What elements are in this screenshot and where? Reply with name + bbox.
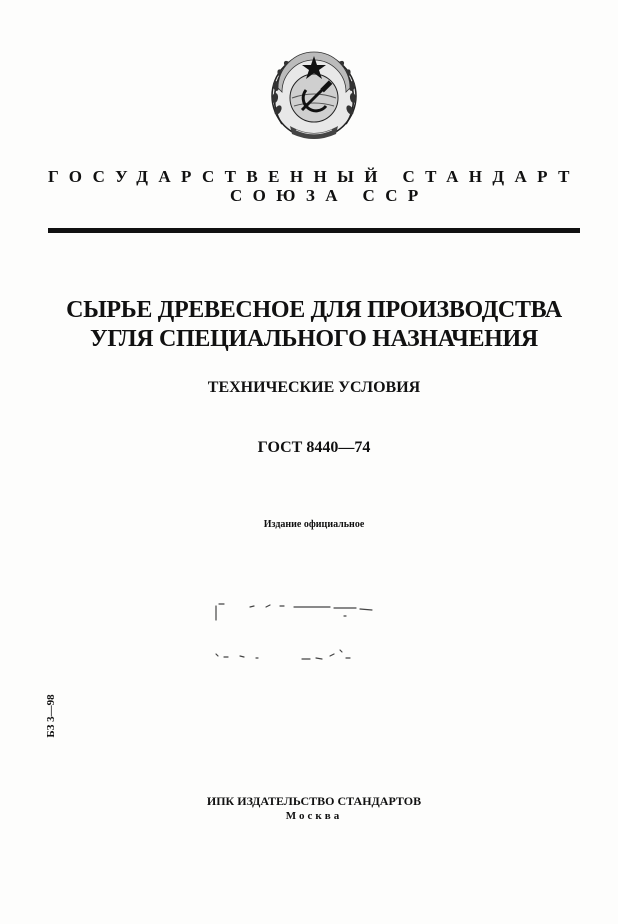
document-title-line1: СЫРЬЕ ДРЕВЕСНОЕ ДЛЯ ПРОИЗВОДСТВА bbox=[66, 297, 562, 323]
issuing-authority-line2: СОЮЗА ССР bbox=[230, 186, 429, 205]
document-title-line2: УГЛЯ СПЕЦИАЛЬНОГО НАЗНАЧЕНИЯ bbox=[90, 326, 538, 352]
faded-stamp-marks bbox=[210, 598, 380, 670]
document-subtitle: ТЕХНИЧЕСКИЕ УСЛОВИЯ bbox=[207, 379, 421, 396]
header-divider bbox=[48, 228, 580, 233]
document-title bbox=[40, 296, 588, 354]
publisher-name: ИПК ИЗДАТЕЛЬСТВО СТАНДАРТОВ bbox=[206, 794, 422, 808]
issuing-authority-line1: ГОСУДАРСТВЕННЫЙ СТАНДАРТ bbox=[48, 167, 580, 186]
standard-number: ГОСТ 8440—74 bbox=[257, 439, 371, 456]
publisher-city: Москва bbox=[285, 810, 343, 822]
catalog-code-vertical: БЗ 3—98 bbox=[45, 694, 57, 738]
edition-note: Издание официальное bbox=[263, 519, 365, 530]
ussr-state-emblem-icon bbox=[262, 46, 366, 146]
